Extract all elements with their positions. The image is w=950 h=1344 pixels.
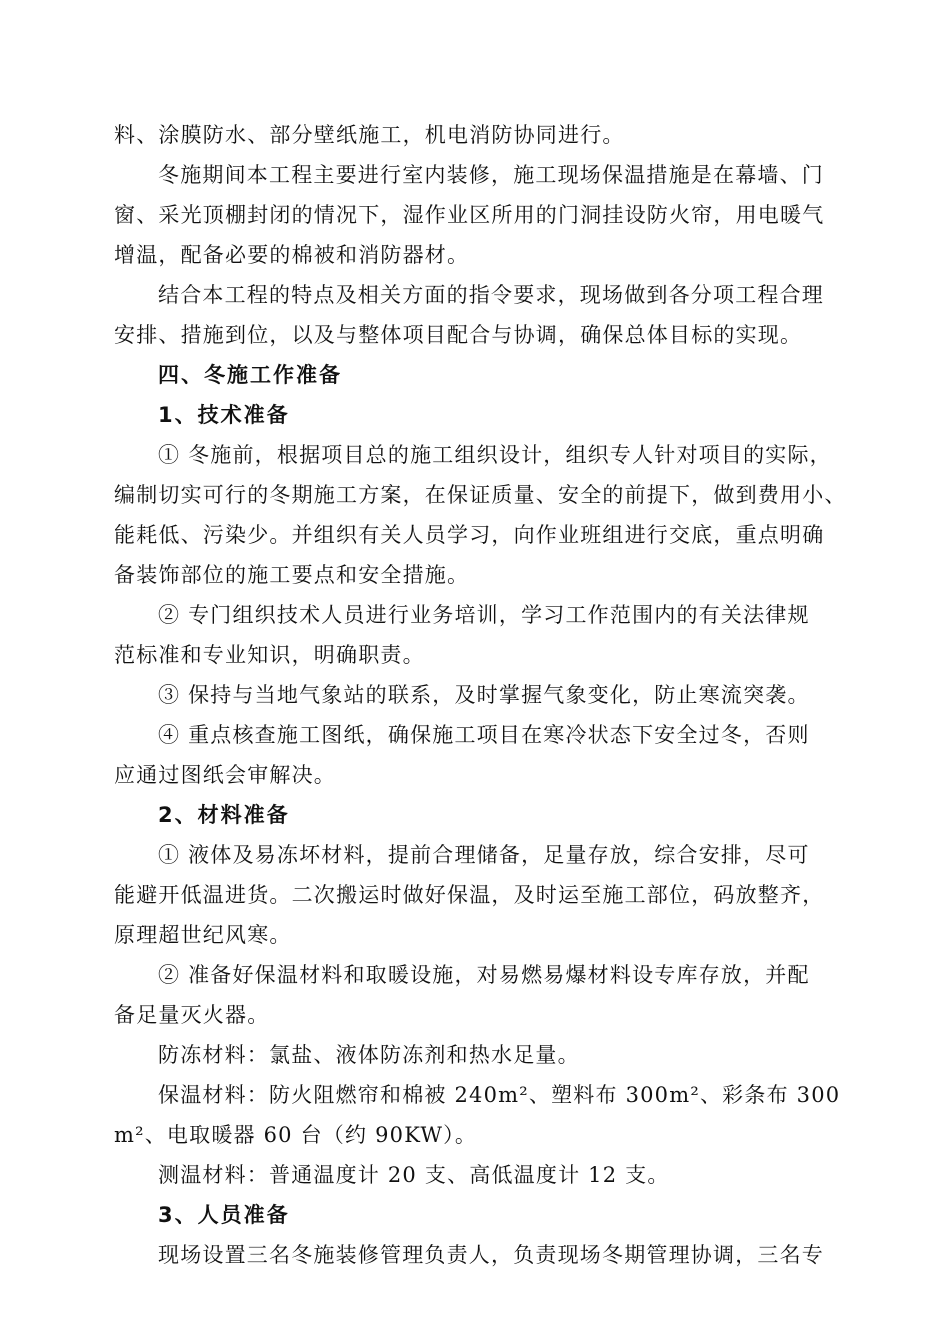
paragraph-line: 结合本工程的特点及相关方面的指令要求，现场做到各分项工程合理: [158, 283, 824, 307]
paragraph-line: ④ 重点核查施工图纸，确保施工项目在寒冷状态下安全过冬，否则: [158, 723, 810, 747]
paragraph-line: ② 准备好保温材料和取暖设施，对易燃易爆材料设专库存放，并配: [158, 963, 810, 987]
subsection-heading: 1、技术准备: [158, 403, 290, 427]
paragraph-line: 增温，配备必要的棉被和消防器材。: [114, 243, 470, 267]
paragraph-line: 保温材料：防火阻燃帘和棉被 240m²、塑料布 300m²、彩条布 300: [158, 1083, 841, 1107]
paragraph-line: m²、电取暖器 60 台（约 90KW）。: [114, 1123, 478, 1147]
paragraph-line: 测温材料：普通温度计 20 支、高低温度计 12 支。: [158, 1163, 670, 1187]
paragraph-line: 原理超世纪风寒。: [114, 923, 292, 947]
subsection-heading: 2、材料准备: [158, 803, 290, 827]
paragraph-line: 现场设置三名冬施装修管理负责人，负责现场冬期管理协调，三名专: [158, 1243, 824, 1267]
paragraph-line: 应通过图纸会审解决。: [114, 763, 336, 787]
paragraph-line: 能耗低、污染少。并组织有关人员学习，向作业班组进行交底，重点明确: [114, 523, 825, 547]
paragraph-line: 安排、措施到位，以及与整体项目配合与协调，确保总体目标的实现。: [114, 323, 803, 347]
paragraph-line: 料、涂膜防水、部分壁纸施工，机电消防协同进行。: [114, 123, 625, 147]
paragraph-line: ① 冬施前，根据项目总的施工组织设计，组织专人针对项目的实际，: [158, 443, 832, 467]
paragraph-line: ① 液体及易冻坏材料，提前合理储备，足量存放，综合安排，尽可: [158, 843, 810, 867]
paragraph-line: 备足量灭火器。: [114, 1003, 270, 1027]
paragraph-line: 防冻材料：氯盐、液体防冻剂和热水足量。: [158, 1043, 580, 1067]
paragraph-line: ② 专门组织技术人员进行业务培训，学习工作范围内的有关法律规: [158, 603, 810, 627]
paragraph-line: 备装饰部位的施工要点和安全措施。: [114, 563, 470, 587]
paragraph-line: 编制切实可行的冬期施工方案，在保证质量、安全的前提下，做到费用小、: [114, 483, 847, 507]
paragraph-line: 窗、采光顶棚封闭的情况下，湿作业区所用的门洞挂设防火帘，用电暖气: [114, 203, 825, 227]
section-heading: 四、冬施工作准备: [158, 363, 342, 387]
paragraph-line: 能避开低温进货。二次搬运时做好保温，及时运至施工部位，码放整齐，: [114, 883, 825, 907]
paragraph-line: 冬施期间本工程主要进行室内装修，施工现场保温措施是在幕墙、门: [158, 163, 824, 187]
subsection-heading: 3、人员准备: [158, 1203, 290, 1227]
paragraph-line: 范标准和专业知识，明确职责。: [114, 643, 425, 667]
paragraph-line: ③ 保持与当地气象站的联系，及时掌握气象变化，防止寒流突袭。: [158, 683, 810, 707]
